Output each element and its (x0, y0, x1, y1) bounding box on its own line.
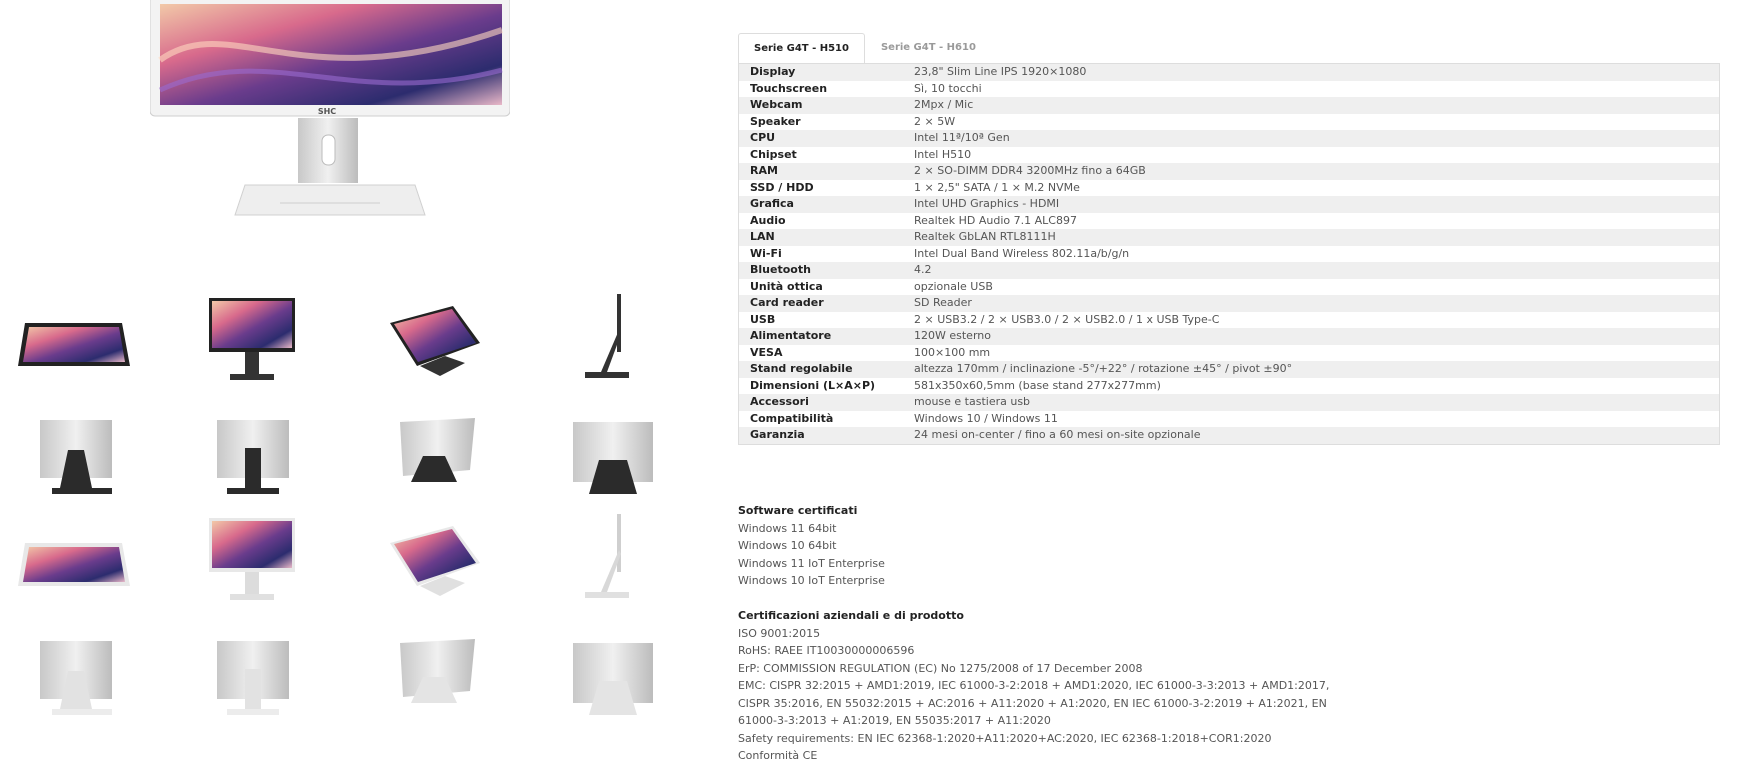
spec-label: SSD / HDD (739, 180, 904, 197)
spec-value: 1 × 2,5" SATA / 1 × M.2 NVMe (903, 180, 1720, 197)
spec-label: Webcam (739, 97, 904, 114)
spec-label: USB (739, 312, 904, 329)
spec-value: Intel 11ª/10ª Gen (903, 130, 1720, 147)
spec-row (739, 345, 1720, 362)
spec-row (739, 180, 1720, 197)
spec-value: opzionale USB (903, 279, 1720, 296)
spec-label: Speaker (739, 114, 904, 131)
software-heading: Software certificati (738, 504, 858, 517)
spec-value: Windows 10 / Windows 11 (903, 411, 1720, 428)
spec-row (739, 295, 1720, 312)
thumbnail-black-tilted[interactable] (365, 298, 495, 398)
spec-label: Unità ottica (739, 279, 904, 296)
spec-value: Sì, 10 tocchi (903, 81, 1720, 98)
spec-row (739, 147, 1720, 164)
spec-label: RAM (739, 163, 904, 180)
thumbnail-white-side[interactable] (545, 510, 675, 610)
spec-value: Realtek GbLAN RTL8111H (903, 229, 1720, 246)
thumbnail-black-back-left[interactable] (10, 410, 140, 510)
software-item: Windows 10 64bit (738, 539, 837, 552)
certification-item: RoHS: RAEE IT10030000006596 (738, 644, 915, 657)
spec-row (739, 196, 1720, 213)
spec-value: SD Reader (903, 295, 1720, 312)
spec-value: 120W esterno (903, 328, 1720, 345)
certification-item: EMC: CISPR 32:2015 + AMD1:2019, IEC 61000-3-2:2018 + AMD1:2020, IEC 61000-3-3:2013 + AMD1:2017, CISPR 35:2016, EN 55032:2015 + AC:2016 + A11:2020 + A1:2020, EN IEC 61000-3-2:2019 + A1:2021, EN 61000-3-3:2013 + A1:2019, EN 55035:2017 + A11:2020 (738, 679, 1330, 727)
spec-row (739, 64, 1720, 81)
spec-value: 23,8" Slim Line IPS 1920×1080 (903, 64, 1720, 81)
spec-value: altezza 170mm / inclinazione -5°/+22° / rotazione ±45° / pivot ±90° (903, 361, 1720, 378)
spec-label: Accessori (739, 394, 904, 411)
spec-table (738, 63, 1720, 445)
spec-value: Intel Dual Band Wireless 802.11a/b/g/n (903, 246, 1720, 263)
spec-row (739, 97, 1720, 114)
spec-label: LAN (739, 229, 904, 246)
spec-value: 100×100 mm (903, 345, 1720, 362)
spec-label: Stand regolabile (739, 361, 904, 378)
certification-item: Safety requirements: EN IEC 62368-1:2020+A11:2020+AC:2020, IEC 62368-1:2018+COR1:2020 (738, 731, 1272, 745)
series-tabs (738, 32, 992, 63)
spec-label: Touchscreen (739, 81, 904, 98)
spec-label: CPU (739, 130, 904, 147)
certifications-heading: Certificazioni aziendali e di prodotto (738, 609, 964, 622)
thumbnail-white-back[interactable] (187, 631, 317, 731)
spec-value: 2 × USB3.2 / 2 × USB3.0 / 2 × USB2.0 / 1 x USB Type-C (903, 312, 1720, 329)
spec-value: 4.2 (903, 262, 1720, 279)
tab-serie-h510[interactable]: Serie G4T - H510 (738, 33, 865, 65)
spec-value: Realtek HD Audio 7.1 ALC897 (903, 213, 1720, 230)
spec-row (739, 312, 1720, 329)
spec-row (739, 328, 1720, 345)
thumbnail-white-back-tilted[interactable] (365, 631, 495, 731)
spec-row (739, 114, 1720, 131)
spec-row (739, 246, 1720, 263)
thumbnail-black-back-right[interactable] (545, 410, 675, 510)
spec-row (739, 394, 1720, 411)
spec-row (739, 411, 1720, 428)
spec-label: Card reader (739, 295, 904, 312)
spec-label: Bluetooth (739, 262, 904, 279)
software-item: Windows 11 IoT Enterprise (738, 556, 885, 570)
spec-row (739, 262, 1720, 279)
certification-item: ISO 9001:2015 (738, 626, 821, 640)
thumbnail-black-back[interactable] (187, 410, 317, 510)
software-item: Windows 11 64bit (738, 521, 837, 535)
spec-label: Chipset (739, 147, 904, 164)
spec-label: Display (739, 64, 904, 81)
spec-value: 2 × 5W (903, 114, 1720, 131)
thumbnail-white-tilted[interactable] (365, 518, 495, 618)
spec-value: 581x350x60,5mm (base stand 277x277mm) (903, 378, 1720, 395)
thumbnail-white-front-low[interactable] (10, 518, 140, 618)
spec-label: Alimentatore (739, 328, 904, 345)
spec-row (739, 130, 1720, 147)
certification-item: ErP: COMMISSION REGULATION (EC) No 1275/2008 of 17 December 2008 (738, 661, 1143, 675)
spec-value: mouse e tastiera usb (903, 394, 1720, 411)
hero-brand-logo: SHC (317, 107, 337, 116)
spec-label: Grafica (739, 196, 904, 213)
spec-value: 24 mesi on-center / fino a 60 mesi on-site opzionale (903, 427, 1720, 444)
tab-serie-h610[interactable]: Serie G4T - H610 (880, 42, 976, 53)
product-hero-image[interactable] (150, 0, 510, 222)
spec-value: 2Mpx / Mic (903, 97, 1720, 114)
spec-row (739, 361, 1720, 378)
spec-label: Wi-Fi (739, 246, 904, 263)
spec-value: 2 × SO-DIMM DDR4 3200MHz fino a 64GB (903, 163, 1720, 180)
certification-item: Conformità CE (738, 749, 818, 762)
spec-row (739, 427, 1720, 444)
thumbnail-black-side[interactable] (545, 290, 675, 390)
thumbnail-white-back-right[interactable] (545, 631, 675, 731)
spec-value: Intel H510 (903, 147, 1720, 164)
thumbnail-white-back-left[interactable] (10, 631, 140, 731)
thumbnail-white-front[interactable] (187, 510, 317, 610)
thumbnail-black-front-low[interactable] (10, 298, 140, 398)
thumbnail-black-back-tilted[interactable] (365, 410, 495, 510)
spec-row (739, 163, 1720, 180)
spec-row (739, 229, 1720, 246)
spec-row (739, 213, 1720, 230)
spec-value: Intel UHD Graphics - HDMI (903, 196, 1720, 213)
spec-label: Audio (739, 213, 904, 230)
spec-row (739, 279, 1720, 296)
spec-row (739, 81, 1720, 98)
spec-row (739, 378, 1720, 395)
spec-label: Dimensioni (L×A×P) (739, 378, 904, 395)
spec-label: VESA (739, 345, 904, 362)
spec-label: Compatibilità (739, 411, 904, 428)
certifications-section (738, 607, 1358, 765)
software-section (738, 502, 885, 590)
software-item: Windows 10 IoT Enterprise (738, 574, 885, 587)
spec-label: Garanzia (739, 427, 904, 444)
thumbnail-black-front[interactable] (187, 290, 317, 390)
